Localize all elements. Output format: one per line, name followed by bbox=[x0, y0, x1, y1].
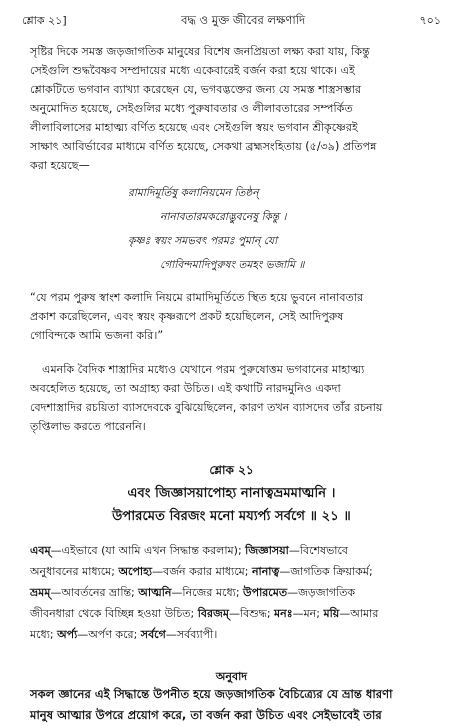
page-header bbox=[22, 12, 441, 30]
sloka-title: শ্লোক ২১ bbox=[209, 463, 254, 477]
synonym-line bbox=[30, 624, 435, 645]
header-chapter-title: বদ্ধ ও মুক্ত জীবের লক্ষণাদি bbox=[181, 12, 306, 27]
sanskrit-term: অপোহ্য bbox=[118, 565, 153, 578]
closing-line: এমনকি বৈদিক শাস্ত্রাদির মধ্যেও যেখানে পরম পুরুষোত্তম ভগবানের মাহাত্ম্য bbox=[42, 363, 365, 376]
purport-line: সৃষ্টির দিকে সমস্ত জড়জাগতিক মানুষের বিশেষ জনপ্রিয়তা লক্ষ্য করা যায়, কিন্তু bbox=[30, 45, 370, 58]
synonym-line bbox=[30, 561, 435, 582]
sanskrit-term: জিজ্ঞাসয়া bbox=[245, 544, 289, 557]
term-meaning: অনুধাবনের মাধ্যমে; bbox=[30, 565, 119, 578]
term-meaning: —বর্জন করার মাধ্যমে; bbox=[152, 565, 252, 578]
term-meaning: —জড়জাগতিক bbox=[287, 586, 356, 599]
verse-line: রামাদিমূর্তিষু কলানিয়মেন তিষ্ঠন্ bbox=[128, 187, 259, 199]
sanskrit-term: এবম্ bbox=[30, 544, 51, 557]
sanskrit-term: অর্প্য bbox=[57, 628, 78, 641]
closing-line: বেদশাস্ত্রাদির রচয়িতা ব্যাসদেবকে বুঝিয়েছিলেন, কারণ তখন ব্যাসদেব তাঁর রচনায় bbox=[30, 401, 383, 414]
purport-line: সেইগুলি শুদ্ধবৈষ্ণব সম্প্রদায়ের মধ্যে একেবারেই বর্জন করা হয়ে থাকে। এই bbox=[30, 64, 355, 77]
purport-line: অনুমোদিত হয়েছে, সেইগুলির মধ্যে পুরুষাবতার ও লীলাবতারের সম্পর্কিত bbox=[30, 102, 353, 115]
closing-line: তৃপ্তিলাভ করতে পারেননি। bbox=[30, 420, 146, 433]
verse-line: কৃষ্ণঃ স্বয়ং সমভবৎ পরমঃ পুমান্ যো bbox=[128, 235, 278, 247]
purport-line: শ্লোকটিতে ভগবান ব্যাখ্যা করেছেন যে, ভগবদ্ভক্তের জন্য যে সমস্ত শাস্ত্রসম্ভার bbox=[30, 83, 362, 96]
page-number: ৭০১ bbox=[419, 13, 441, 27]
synonym-line bbox=[30, 540, 435, 561]
translation-line: সকল জ্ঞানের এই সিদ্ধান্তে উপনীত হয়ে জড়জাগতিক বৈচিত্র্যের যে ভ্রান্ত ধারণা bbox=[30, 687, 393, 701]
term-meaning: মধ্যে; bbox=[30, 628, 58, 641]
word-for-word-synonyms bbox=[30, 540, 435, 645]
sanskrit-term: বিরজম্ bbox=[197, 607, 230, 620]
sanskrit-term: ভ্রমম্ bbox=[30, 586, 51, 599]
sanskrit-term: নানাত্ব bbox=[251, 565, 280, 578]
term-meaning: —বিশেষভাবে bbox=[288, 544, 349, 557]
sanskrit-term: সর্বগে bbox=[140, 628, 166, 641]
term-meaning: —আবর্তনের ভ্রান্তি; bbox=[50, 586, 139, 599]
purport-line: করা হয়েছে— bbox=[30, 159, 90, 172]
translation-paragraph bbox=[30, 684, 435, 726]
purport-paragraph bbox=[30, 42, 435, 175]
header-verse-ref: শ্লোক ২১] bbox=[22, 13, 67, 27]
purport-line: সাক্ষাৎ আবির্ভাবের মাধ্যমে বর্ণিত হয়েছে, সেকথা ব্রহ্মসংহিতায় (৫/৩৯) প্রতিপন্ন bbox=[30, 140, 377, 153]
sanskrit-term: উপারমেত bbox=[243, 586, 288, 599]
quote-line: প্রকাশ করেছিলেন, এবং স্বয়ং কৃষ্ণরূপে প্রকট হয়েছিলেন, সেই আদিপুরুষ bbox=[30, 310, 344, 323]
sloka-line-1: এবং জিজ্ঞাসয়াপোহ্য নানাত্বভ্রমমাত্মনি । bbox=[127, 486, 336, 501]
quote-line: গোবিন্দকে আমি ভজনা করি।” bbox=[30, 329, 164, 342]
closing-line: অবহেলিত হয়েছে, তা অগ্রাহ্য করা উচিত। এই কথাটি নারদমুনিও একদা bbox=[30, 382, 341, 395]
verse-line: গোবিন্দমাদিপুরুষং তমহং ভজামি ॥ bbox=[160, 259, 305, 271]
sanskrit-term: মনঃ bbox=[274, 607, 293, 620]
sloka-line-2: উপারমেত বিরজং মনো ময্যর্প্য সর্বগে ॥ ২১ ॥ bbox=[112, 509, 351, 524]
term-meaning: —বিশুদ্ধ; bbox=[229, 607, 275, 620]
closing-paragraph bbox=[30, 360, 435, 436]
term-meaning: জীবনধারা থেকে বিচ্ছিন্ন হওয়া উচিত; bbox=[30, 607, 198, 620]
verse-translation-quote bbox=[30, 288, 435, 345]
verse-line: নানাবতারমকরোদ্ভুবনেষু কিন্তু । bbox=[160, 211, 287, 223]
term-meaning: —সর্বব্যাপী। bbox=[165, 628, 218, 641]
term-meaning: —আমার bbox=[339, 607, 379, 620]
translation-line: মানুষ আত্মার উপরে প্রয়োগ করে, তা বর্জন করা উচিত এবং সেইভাবেই তার bbox=[30, 708, 382, 722]
purport-line: লীলাবিলাসের মাহাত্ম্য বর্ণিত হয়েছে এবং সেইগুলি স্বয়ং ভগবান শ্রীকৃষ্ণেরই bbox=[30, 121, 358, 134]
translation-heading: অনুবাদ bbox=[215, 670, 248, 683]
sanskrit-term: আত্মনি bbox=[138, 586, 172, 599]
quote-line: “যে পরম পুরুষ স্বাংশ কলাদি নিয়মে রামাদিমূর্তিতে স্থিত হয়ে ভুবনে নানাবতার bbox=[30, 291, 364, 304]
term-meaning: —অর্পণ করে; bbox=[77, 628, 141, 641]
term-meaning: —এইভাবে (যা আমি এখন সিদ্ধান্ত করলাম); bbox=[50, 544, 246, 557]
term-meaning: —জাগতিক ক্রিয়াকর্ম; bbox=[279, 565, 373, 578]
synonym-line bbox=[30, 582, 435, 603]
sanskrit-term: ময়ি bbox=[323, 607, 340, 620]
term-meaning: —নিজের মধ্যে; bbox=[171, 586, 244, 599]
term-meaning: —মন; bbox=[292, 607, 324, 620]
synonym-line bbox=[30, 603, 435, 624]
